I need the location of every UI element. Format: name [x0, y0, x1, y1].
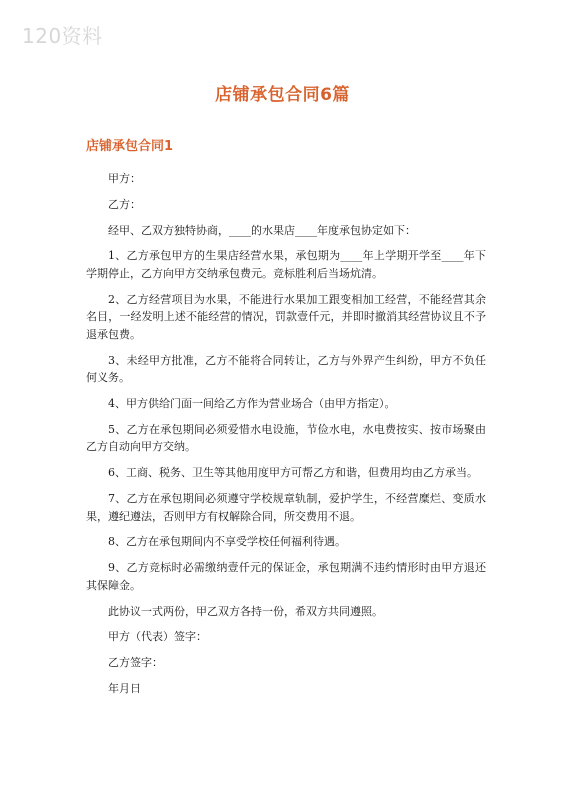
contract-body — [86, 170, 486, 706]
clause-6: 6、工商、税务、卫生等其他用度甲方可帮乙方和谐，但费用均由乙方承当。 — [108, 466, 478, 480]
closing-statement: 此协议一式两份，甲乙双方各持一份，希双方共同遵照。 — [108, 604, 383, 618]
party-a-signature-line: 甲方（代表）签字： — [108, 630, 207, 644]
section-title: 店铺承包合同1 — [86, 139, 174, 154]
party-a-line: 甲方： — [108, 172, 141, 185]
watermark-logo: 120资料 — [22, 24, 103, 48]
document-title: 店铺承包合同6篇 — [215, 85, 350, 105]
party-b-line: 乙方： — [108, 197, 141, 211]
clause-3: 3、未经甲方批准，乙方不能将合同转让，乙方与外界产生纠纷，甲方不负任何义务。 — [86, 353, 486, 385]
contract-preamble: 经甲、乙双方独特协商，____的水果店____年度承包协定如下： — [108, 223, 416, 237]
clause-4: 4、甲方供给门面一间给乙方作为营业场合（由甲方指定）。 — [108, 397, 396, 411]
clause-8: 8、乙方在承包期间内不享受学校任何福利待遇。 — [108, 535, 346, 549]
clause-5: 5、乙方在承包期间必须爱惜水电设施，节俭水电，水电费按实、按市场聚由乙方自动向甲方交纳。 — [86, 422, 486, 454]
clause-9: 9、乙方竞标时必需缴纳壹仟元的保证金，承包期满不违约情形时由甲方退还其保障金。 — [86, 561, 486, 592]
party-b-signature-line: 乙方签字： — [108, 656, 163, 670]
clause-2: 2、乙方经营项目为水果，不能进行水果加工跟变相加工经营，不能经营其余名目，一经发明上述不能经营的情况，罚款壹仟元，并即时撤消其经营协议且不予退承包费。 — [86, 292, 486, 341]
date-line: 年月日 — [108, 681, 141, 695]
clause-7: 7、乙方在承包期间必须遵守学校规章轨制，爱护学生，不经营糜烂、变质水果，遵纪遵法，否则甲方有权解除合同，所交费用不退。 — [86, 492, 486, 523]
clause-1: 1、乙方承包甲方的生果店经营水果，承包期为____年上学期开学至____年下学期停止，乙方向甲方交纳承包费元。竞标胜利后当场炕清。 — [86, 249, 486, 280]
